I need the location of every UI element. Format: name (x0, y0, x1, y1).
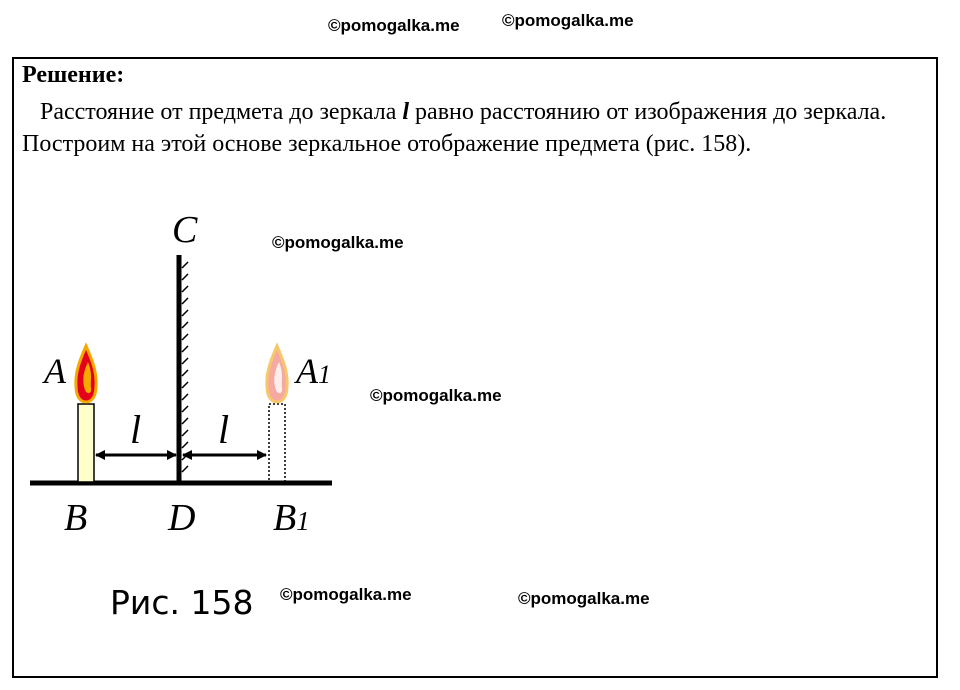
solution-heading: Решение: (22, 62, 125, 88)
watermark: ©pomogalka.me (328, 16, 460, 35)
label-c: C (172, 209, 198, 251)
figure-caption: Рис. 158 (110, 583, 254, 622)
label-l-left: l (130, 407, 142, 452)
watermark: ©pomogalka.me (370, 386, 502, 405)
paragraph-text-end: равно расстоянию от изображения до зеркала. Построим на этой основе зеркальное отображение предмета (рис. 158). (22, 99, 887, 157)
label-a1: A1 (296, 351, 331, 391)
mirror (179, 255, 188, 484)
label-d: D (168, 497, 196, 539)
watermark: ©pomogalka.me (502, 11, 634, 30)
watermark: ©pomogalka.me (272, 233, 404, 252)
label-a: A (44, 351, 66, 391)
paragraph-text-start: Расстояние от предмета до зеркала (40, 99, 403, 125)
distance-symbol: l (402, 99, 410, 125)
candle-body (78, 404, 94, 482)
label-b1: B1 (273, 497, 310, 539)
watermark: ©pomogalka.me (280, 585, 412, 604)
image-candle-body (269, 404, 285, 482)
label-l-right: l (218, 407, 230, 452)
watermark: ©pomogalka.me (518, 589, 650, 608)
label-b: B (64, 497, 88, 539)
